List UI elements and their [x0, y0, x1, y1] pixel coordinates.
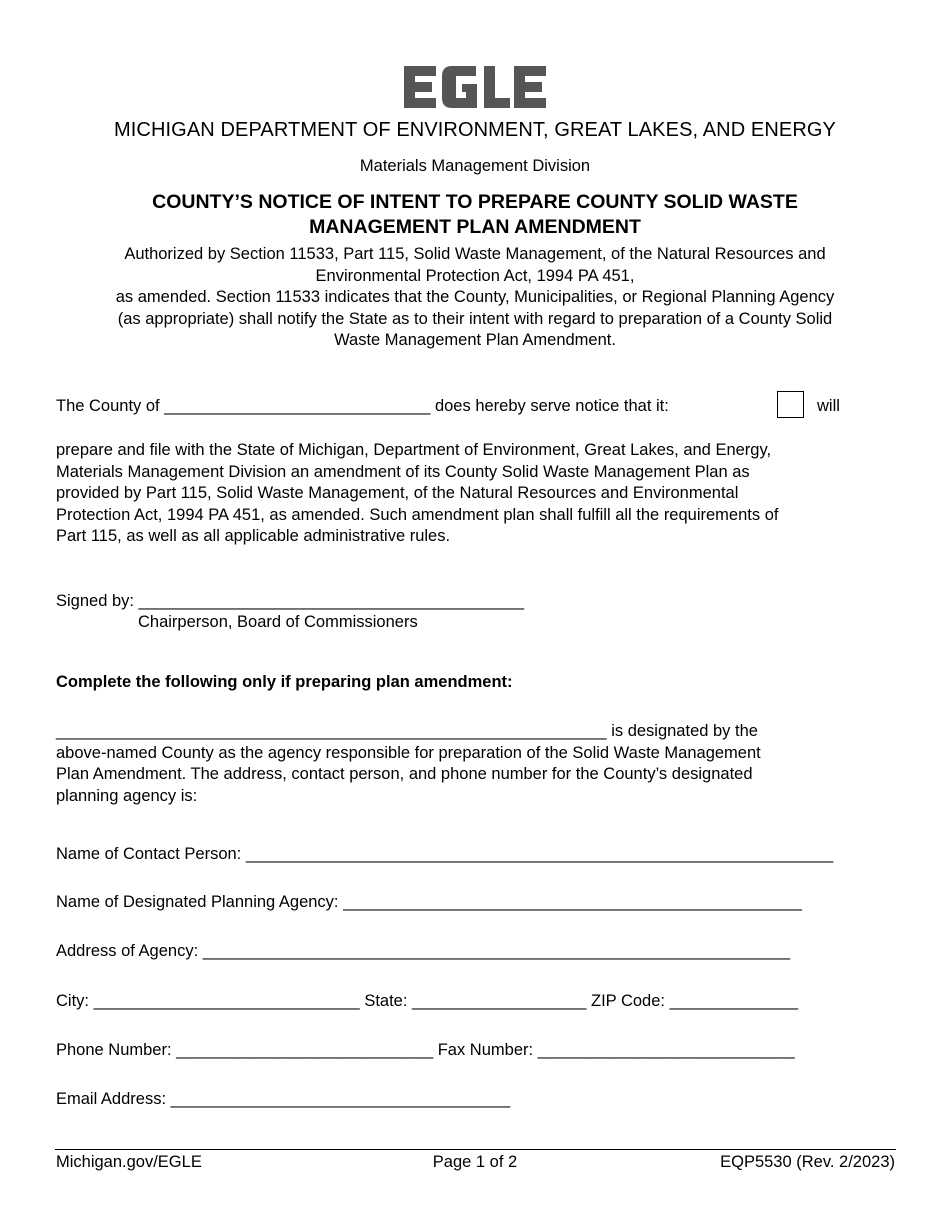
state-field[interactable]: ___________________ [412, 992, 587, 1010]
email-row [56, 1089, 510, 1111]
title-line-1: COUNTY’S NOTICE OF INTENT TO PREPARE COUNTY SOLID WASTE [152, 191, 798, 213]
signed-label: Signed by: [56, 592, 134, 610]
amendment-heading: Complete the following only if preparing plan amendment: [56, 673, 513, 691]
auth-line-1: Authorized by Section 11533, Part 115, Solid Waste Management, of the Natural Resources and [124, 245, 826, 263]
agency-name: MICHIGAN DEPARTMENT OF ENVIRONMENT, GREAT LAKES, AND ENERGY [114, 119, 836, 141]
amendment-line-4: planning agency is: [56, 786, 198, 805]
email-field[interactable]: _____________________________________ [170, 1090, 511, 1108]
notice-line-2: Materials Management Division an amendment of its County Solid Waste Management Plan as [56, 462, 750, 481]
zip-label: ZIP Code: [590, 992, 665, 1010]
amendment-body [56, 721, 896, 807]
footer-divider [55, 1149, 896, 1150]
footer-website[interactable]: Michigan.gov/EGLE [56, 1153, 202, 1171]
fax-field[interactable]: ____________________________ [537, 1041, 795, 1059]
city-field[interactable]: _____________________________ [93, 992, 360, 1010]
planning-agency-row [56, 892, 802, 914]
state-label: State: [364, 992, 408, 1010]
planning-agency-label: Name of Designated Planning Agency: [56, 893, 339, 911]
will-label: will [817, 397, 840, 415]
county-label: The County of [56, 397, 160, 415]
authorization-text [55, 244, 895, 352]
city-label: City: [56, 992, 89, 1010]
amendment-line-3: Plan Amendment. The address, contact person, and phone number for the County’s designated [56, 765, 753, 783]
signer-title: Chairperson, Board of Commissioners [138, 613, 418, 631]
signature-field[interactable]: __________________________________________ [138, 592, 524, 610]
email-label: Email Address: [56, 1090, 167, 1108]
zip-field[interactable]: ______________ [669, 992, 799, 1010]
title-line-2: MANAGEMENT PLAN AMENDMENT [309, 216, 641, 238]
fax-label: Fax Number: [437, 1041, 534, 1059]
signed-row [56, 591, 524, 613]
auth-line-3: as amended. Section 11533 indicates that the County, Municipalities, or Regional Planning Agency [115, 288, 835, 306]
form-title [0, 190, 950, 240]
contact-label: Name of Contact Person: [56, 845, 242, 863]
planning-agency-field[interactable]: __________________________________________________ [343, 893, 802, 911]
designated-agency-field[interactable]: ____________________________________________________________ [56, 722, 607, 740]
contact-row [56, 844, 833, 866]
county-row [56, 396, 669, 418]
serve-notice-text: does hereby serve notice that it: [434, 397, 669, 415]
phone-fax-row [56, 1040, 795, 1062]
city-state-zip-row [56, 991, 798, 1013]
division-name: Materials Management Division [359, 157, 591, 175]
notice-line-5: Part 115, as well as all applicable administrative rules. [56, 527, 451, 545]
footer-form-id: EQP5530 (Rev. 2/2023) [720, 1153, 895, 1171]
address-field[interactable]: ________________________________________________________________ [202, 942, 791, 960]
phone-field[interactable]: ____________________________ [176, 1041, 434, 1059]
notice-line-4: Protection Act, 1994 PA 451, as amended. Such amendment plan shall fulfill all the requirements of [56, 505, 779, 524]
address-label: Address of Agency: [56, 942, 199, 960]
auth-line-2: Environmental Protection Act, 1994 PA 451, [315, 266, 635, 285]
will-checkbox[interactable] [777, 391, 804, 418]
address-row [56, 941, 790, 963]
egle-logo [404, 66, 546, 108]
contact-field[interactable]: ________________________________________________________________ [245, 845, 834, 863]
phone-label: Phone Number: [56, 1041, 172, 1059]
amendment-line-2: above-named County as the agency responsible for preparation of the Solid Waste Management [56, 743, 761, 762]
footer-page-number: Page 1 of 2 [432, 1153, 518, 1171]
notice-body [56, 440, 896, 548]
notice-line-1: prepare and file with the State of Michigan, Department of Environment, Great Lakes, and Energy, [56, 441, 772, 459]
notice-line-3: provided by Part 115, Solid Waste Management, of the Natural Resources and Environmental [56, 484, 739, 502]
auth-line-5: Waste Management Plan Amendment. [334, 331, 616, 349]
designated-text: is designated by the [611, 722, 758, 740]
auth-line-4: (as appropriate) shall notify the State as to their intent with regard to preparation of a County Solid [117, 309, 833, 328]
amendment-line-1 [56, 721, 896, 743]
county-field[interactable]: _____________________________ [164, 397, 431, 415]
